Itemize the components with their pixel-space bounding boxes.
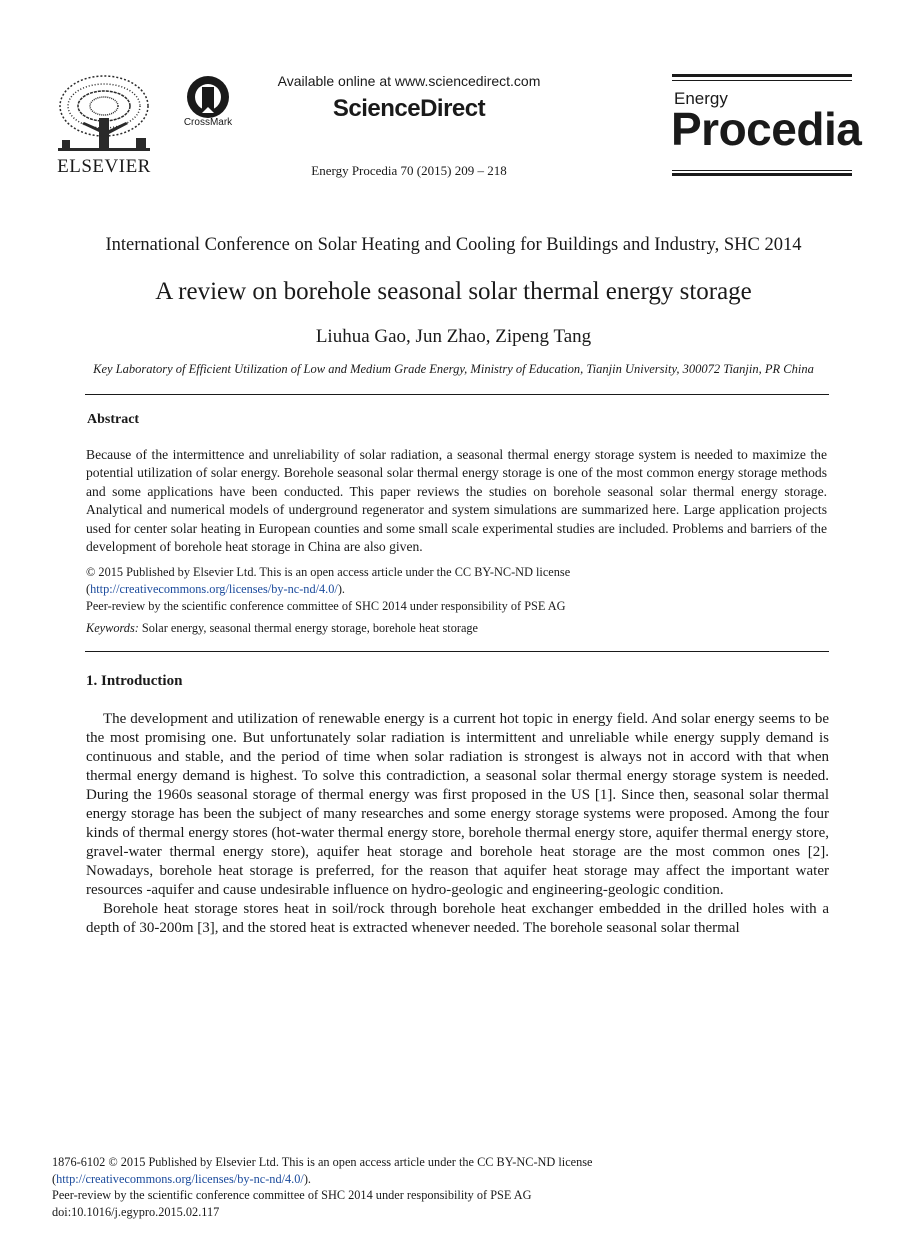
procedia-energy-label: Energy bbox=[674, 89, 728, 108]
license-link-line bbox=[86, 581, 827, 598]
introduction-body bbox=[86, 710, 829, 938]
footer-doi[interactable]: doi:10.1016/j.egypro.2015.02.117 bbox=[52, 1204, 220, 1219]
abstract-heading: Abstract bbox=[87, 412, 140, 427]
footer-link-close: ). bbox=[303, 1171, 311, 1186]
keywords-text: Solar energy, seasonal thermal energy storage, borehole heat storage bbox=[138, 621, 479, 635]
footer-link-open: ( bbox=[52, 1171, 57, 1186]
peer-review-statement: Peer-review by the scientific conference committee of SHC 2014 under responsibility of PSE AG bbox=[86, 599, 566, 613]
footer-issn-license: 1876-6102 © 2015 Published by Elsevier Ltd. This is an open access article under the CC BY-NC-ND license bbox=[52, 1155, 593, 1169]
footer-license-link[interactable]: http://creativecommons.org/licenses/by-nc-nd/4.0/ bbox=[56, 1171, 304, 1186]
keywords-label: Keywords: bbox=[86, 621, 139, 635]
divider-bottom bbox=[85, 651, 829, 652]
footer-peer-review: Peer-review by the scientific conference committee of SHC 2014 under responsibility of PSE AG bbox=[52, 1188, 532, 1202]
section-heading-introduction: 1. Introduction bbox=[86, 673, 183, 689]
license-link-open: ( bbox=[86, 582, 91, 596]
divider-top bbox=[85, 394, 829, 395]
author-affiliation: Key Laboratory of Efficient Utilization of Low and Medium Grade Energy, Ministry of Education, Tianjin University, 300072 Tianjin, PR China bbox=[93, 362, 814, 376]
logo-rule-top-thin bbox=[672, 80, 852, 81]
author-list: Liuhua Gao, Jun Zhao, Zipeng Tang bbox=[315, 326, 592, 347]
intro-paragraph: Borehole heat storage stores heat in soil/rock through borehole heat exchanger embedded in the drilled holes with a depth of 30-200m [3], and the stored heat is extracted whenever needed. The borehole seasonal solar thermal bbox=[86, 901, 829, 936]
logo-rule-bottom-thin bbox=[672, 170, 852, 171]
available-online-text: Available online at www.sciencedirect.com bbox=[277, 73, 541, 89]
elsevier-wordmark: ELSEVIER bbox=[57, 156, 151, 177]
license-block bbox=[86, 564, 827, 615]
journal-citation: Energy Procedia 70 (2015) 209 – 218 bbox=[311, 163, 507, 178]
license-statement: © 2015 Published by Elsevier Ltd. This is an open access article under the CC BY-NC-ND license bbox=[86, 565, 571, 579]
procedia-wordmark: Procedia bbox=[671, 103, 862, 155]
keywords-line bbox=[86, 621, 827, 636]
logo-rule-bottom bbox=[672, 173, 852, 176]
page-footer bbox=[52, 1154, 812, 1220]
license-link-close: ). bbox=[337, 582, 345, 596]
conference-name: International Conference on Solar Heating and Cooling for Buildings and Industry, SHC 2014 bbox=[105, 235, 802, 255]
crossmark-label: CrossMark bbox=[183, 117, 233, 128]
footer-link-line bbox=[52, 1171, 812, 1188]
license-link[interactable]: http://creativecommons.org/licenses/by-nc-nd/4.0/ bbox=[90, 582, 338, 596]
logo-rule-top bbox=[672, 74, 852, 77]
paper-title: A review on borehole seasonal solar thermal energy storage bbox=[155, 278, 752, 305]
abstract-text: Because of the intermittence and unreliability of solar radiation, a seasonal thermal energy storage system is needed to maximize the potential utilization of solar energy. Borehole seasonal solar thermal energy storage is one of the most common energy storage methods and some applications have been conducted. This paper reviews the studies on borehole seasonal solar thermal energy storage. Analytical and numerical models of underground regenerator and system simulations are summarized here. Large application projects used for center solar heating in European counties and some small scale experimental studies are included. Problems and barriers of the development of borehole heat storage in China are also given. bbox=[86, 447, 827, 555]
intro-paragraph: The development and utilization of renewable energy is a current hot topic in energy field. And solar energy seems to be the most promising one. But unfortunately solar radiation is intermittent and unreliable while energy supply demand is continuous and stable, and the period of time when solar radiation is strongest is always not in accord with that when thermal energy demand is highest. To solve this contradiction, a seasonal solar thermal energy storage system is needed. During the 1960s seasonal storage of thermal energy was first proposed in the US [1]. Since then, seasonal solar thermal energy storage has been the subject of many researches and some energy storage systems were proposed. Among the four kinds of thermal energy stores (hot-water thermal energy store, borehole thermal energy store, aquifer thermal energy store, gravel-water thermal energy store), aquifer heat storage and borehole heat storage are the most common ones [2]. Nowadays, borehole heat storage is preferred, for the reason that aquifer heat storage may affect the important water resources -aquifer and cause undesirable influence on hydro-geologic and engineering-geologic condition. bbox=[86, 711, 829, 898]
sciencedirect-logo[interactable]: ScienceDirect bbox=[332, 95, 486, 122]
